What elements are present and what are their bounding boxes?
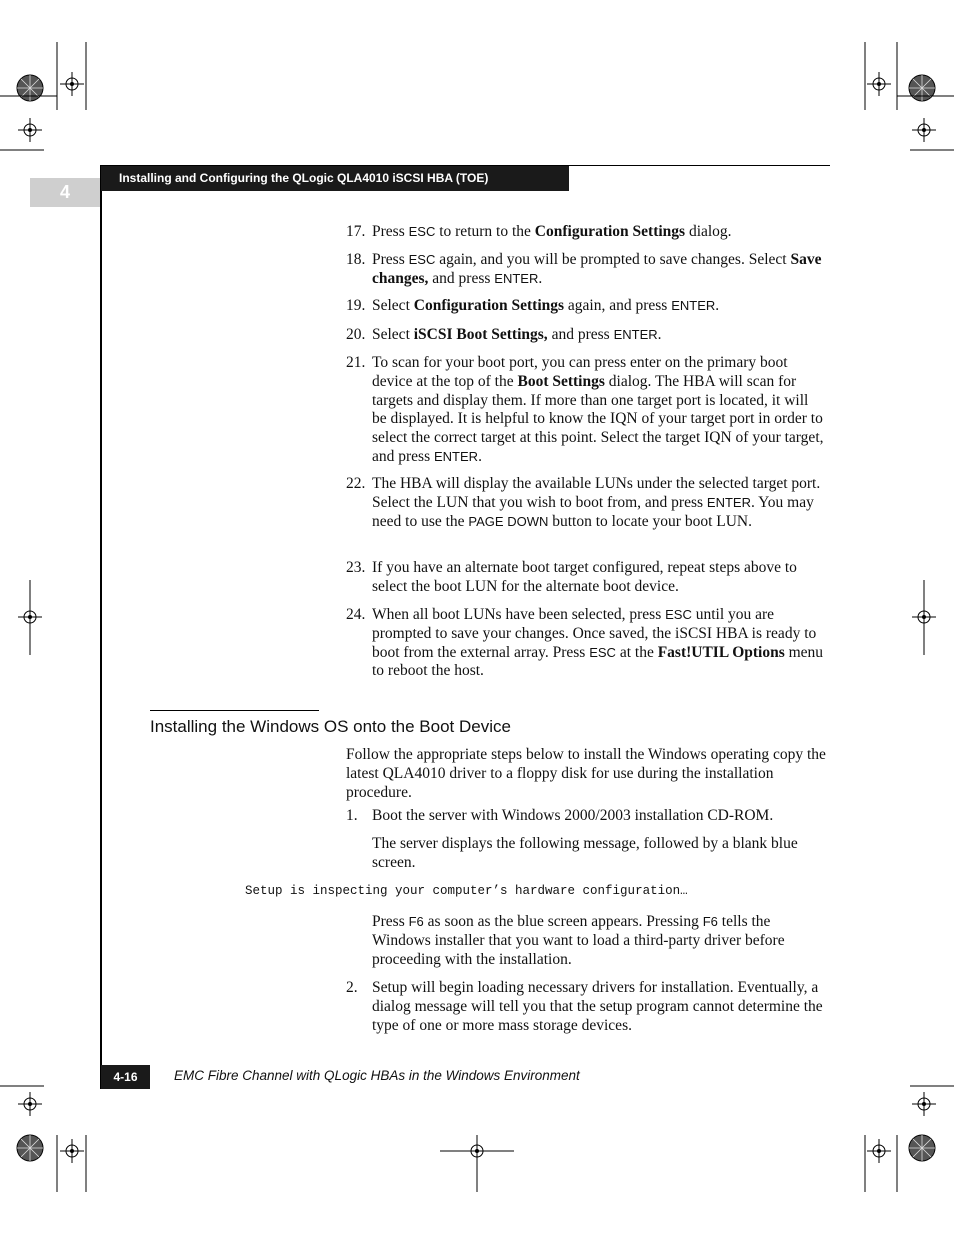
margin-rule: [100, 165, 102, 1089]
chapter-tab: 4: [30, 178, 100, 207]
section-heading: Installing the Windows OS onto the Boot Device: [150, 717, 511, 736]
step-17: 17. Press ESC to return to the Configuration Settings dialog.: [346, 223, 732, 240]
step-18: 18. Press ESC again, and you will be prompted to save changes. Select Save changes, and press ENTER.: [346, 251, 822, 287]
install-step-2: 2. Setup will begin loading necessary drivers for installation. Eventually, a dialog message will tell you that the setup program cannot determine the type of one or more mass storage devices.: [346, 979, 823, 1034]
step-21: 21. To scan for your boot port, you can press enter on the primary boot device at the top of the Boot Settings dialog. The HBA will scan for targets and display them. If more than one target port is located, it will be displayed. It is helpful to know the IQN of your target port in order to select the correct target at this point. Select the target IQN of your target, and press ENTER.: [346, 354, 824, 465]
install-step-1: 1. Boot the server with Windows 2000/2003 installation CD-ROM.: [346, 807, 774, 824]
section-intro: Follow the appropriate steps below to install the Windows operating copy the latest QLA4010 driver to a floppy disk for use during the installation procedure.: [346, 746, 826, 801]
section-rule: [150, 710, 319, 711]
f6-note: Press F6 as soon as the blue screen appears. Pressing F6 tells the Windows installer that you want to load a third-party driver before proceeding with the installation.: [372, 913, 785, 968]
step-20: 20. Select iSCSI Boot Settings, and press ENTER.: [346, 326, 662, 343]
step-1-note: The server displays the following message, followed by a blank blue screen.: [372, 835, 798, 871]
step-24: 24. When all boot LUNs have been selected, press ESC until you are prompted to save your changes. Once saved, the iSCSI HBA is ready to boot from the external array. Press ESC at the Fast!UTIL Options menu to reboot the host.: [346, 606, 824, 680]
step-22: 22. The HBA will display the available LUNs under the selected target port. Select the LUN that you wish to boot from, and press ENTER. You may need to use the PAGE DOWN button to locate your boot LUN.: [346, 475, 821, 530]
step-19: 19. Select Configuration Settings again, and press ENTER.: [346, 297, 720, 314]
running-header: Installing and Configuring the QLogic QLA4010 iSCSI HBA (TOE): [101, 166, 569, 191]
footer-book-title: EMC Fibre Channel with QLogic HBAs in the Windows Environment: [174, 1068, 580, 1083]
step-23: 23. If you have an alternate boot target configured, repeat steps above to select the boot LUN for the alternate boot device.: [346, 559, 797, 595]
setup-message-code: Setup is inspecting your computer’s hardware configuration…: [245, 884, 688, 898]
page-number: 4-16: [101, 1065, 150, 1089]
